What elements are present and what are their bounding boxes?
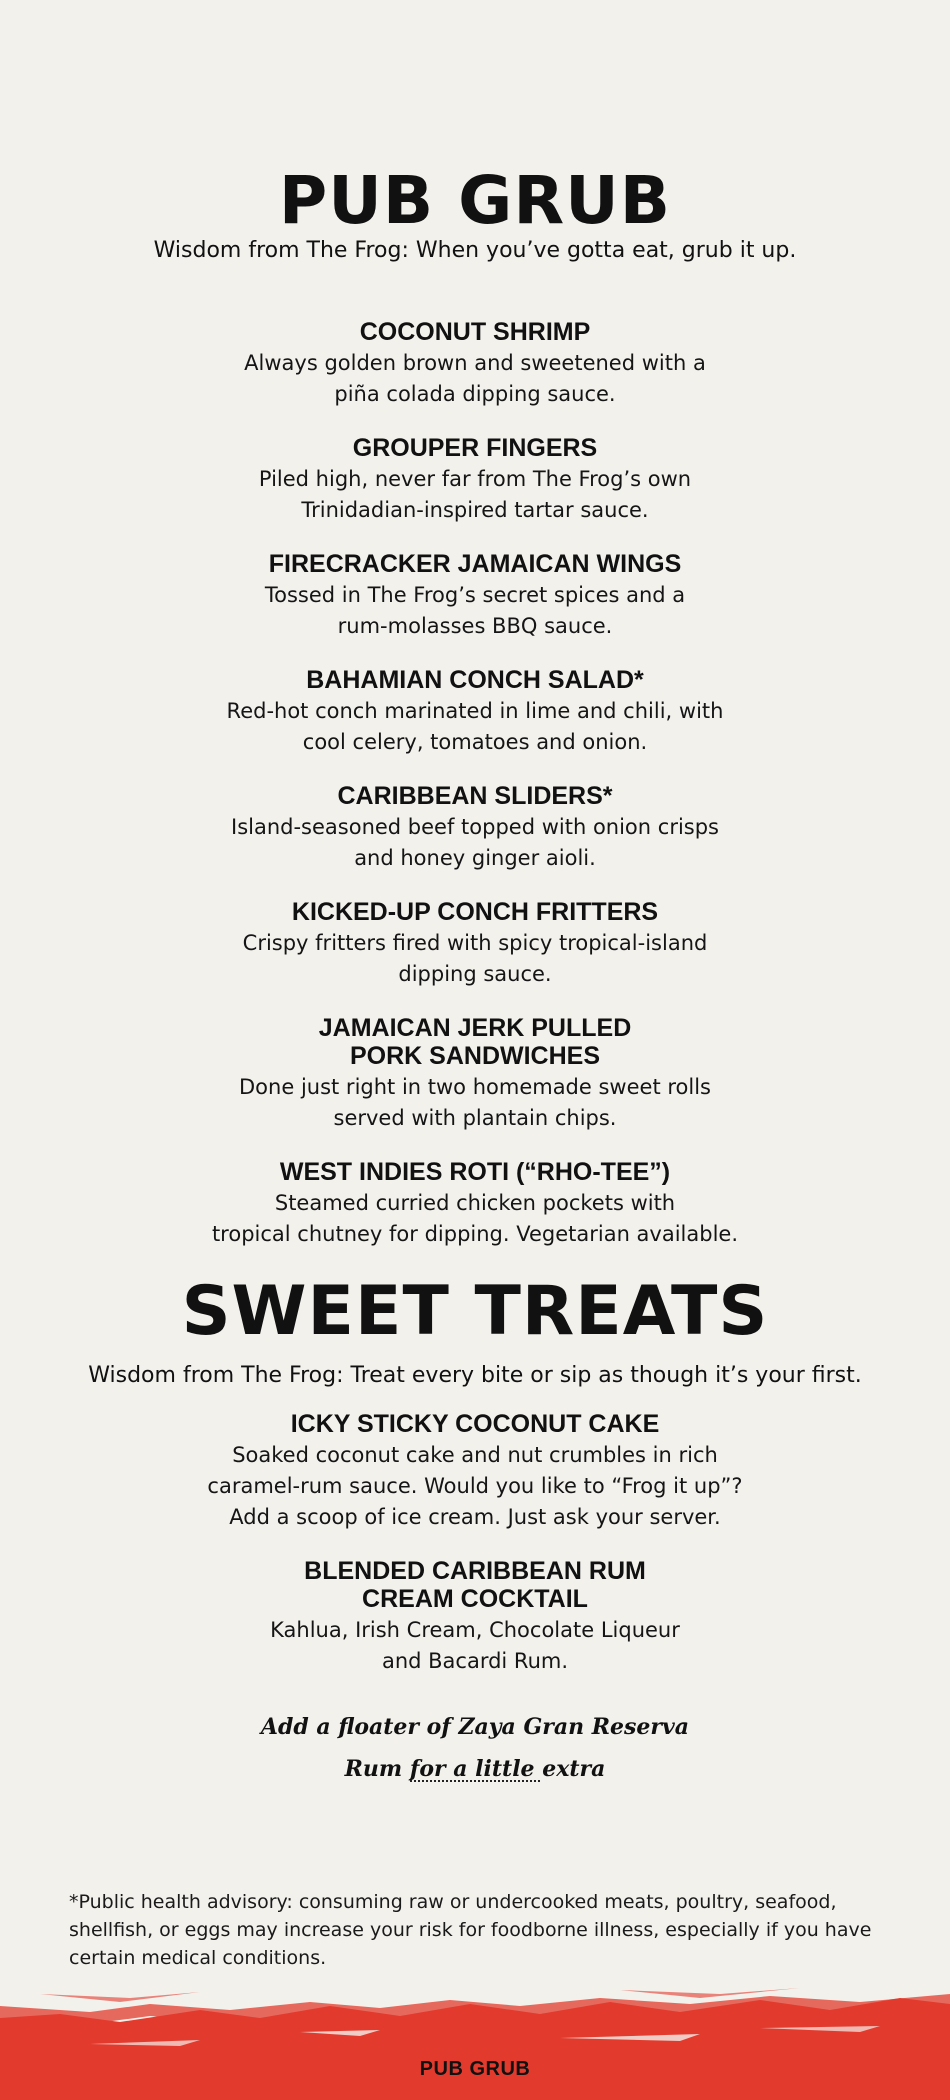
menu-item-description: Steamed curried chicken pockets with tropical chutney for dipping. Vegetarian available.: [211, 1191, 739, 1246]
pub-grub-items: [0, 318, 950, 1274]
sweet-treats-title: SWEET TREATS: [181, 1272, 769, 1351]
menu-item-name: COCONUT SHRIMP: [359, 318, 591, 346]
menu-item-name: WEST INDIES ROTI (“RHO-TEE”): [279, 1158, 671, 1186]
menu-item: [0, 550, 950, 642]
brush-strokes: [0, 1988, 950, 2100]
menu-item: [0, 1557, 950, 1677]
menu-item: [0, 318, 950, 410]
pub-grub-wisdom: Wisdom from The Frog: When you’ve gotta eat, grub it up.: [153, 238, 797, 263]
menu-item-name: JAMAICAN JERK PULLED PORK SANDWICHES: [318, 1014, 632, 1070]
floater-note: Add a floater of Zaya Gran Reserva Rum for a little extra: [260, 1714, 690, 1782]
pub-grub-title: PUB GRUB: [278, 162, 672, 239]
menu-item: [0, 898, 950, 990]
menu-item: [0, 782, 950, 874]
menu-item: [0, 1410, 950, 1533]
menu-item-description: Kahlua, Irish Cream, Chocolate Liqueur and Bacardi Rum.: [270, 1618, 680, 1673]
menu-item-name: BAHAMIAN CONCH SALAD*: [306, 666, 644, 694]
menu-item-name: ICKY STICKY COCONUT CAKE: [290, 1410, 660, 1438]
menu-item-description: Always golden brown and sweetened with a piña colada dipping sauce.: [244, 351, 706, 406]
menu-item-description: Soaked coconut cake and nut crumbles in rich caramel-rum sauce. Would you like to “Frog it up”? Add a scoop of ice cream. Just ask your server.: [207, 1443, 743, 1529]
menu-item-description: Done just right in two homemade sweet rolls served with plantain chips.: [239, 1075, 711, 1130]
menu-item-description: Crispy fritters fired with spicy tropical-island dipping sauce.: [242, 931, 708, 986]
menu-item-name: CARIBBEAN SLIDERS*: [337, 782, 613, 810]
health-advisory: *Public health advisory: consuming raw or undercooked meats, poultry, seafood, shellfish, or eggs may increase your risk for foodborne illness, especially if you have certain medical conditions.: [69, 1891, 872, 1969]
menu-item: [0, 1158, 950, 1250]
menu-item-name: FIRECRACKER JAMAICAN WINGS: [268, 550, 682, 578]
menu-item: [0, 434, 950, 526]
menu-item-description: Island-seasoned beef topped with onion crisps and honey ginger aioli.: [231, 815, 719, 870]
menu-item: [0, 1014, 950, 1134]
sweet-treats-wisdom: Wisdom from The Frog: Treat every bite or sip as though it’s your first.: [88, 1363, 862, 1388]
sweet-treats-items: [0, 1410, 950, 1701]
menu-item: [0, 666, 950, 758]
footer-label: PUB GRUB: [419, 2058, 531, 2080]
menu-item-description: Piled high, never far from The Frog’s own Trinidadian-inspired tartar sauce.: [258, 467, 692, 522]
menu-item-name: BLENDED CARIBBEAN RUM CREAM COCKTAIL: [304, 1557, 646, 1613]
menu-item-name: GROUPER FINGERS: [352, 434, 598, 462]
menu-item-name: KICKED-UP CONCH FRITTERS: [291, 898, 659, 926]
footer-brush-band: [0, 1988, 950, 2100]
menu-item-description: Red-hot conch marinated in lime and chili, with cool celery, tomatoes and onion.: [226, 699, 724, 754]
menu-item-description: Tossed in The Frog’s secret spices and a rum-molasses BBQ sauce.: [264, 583, 686, 638]
dotted-divider: [410, 1780, 540, 1782]
